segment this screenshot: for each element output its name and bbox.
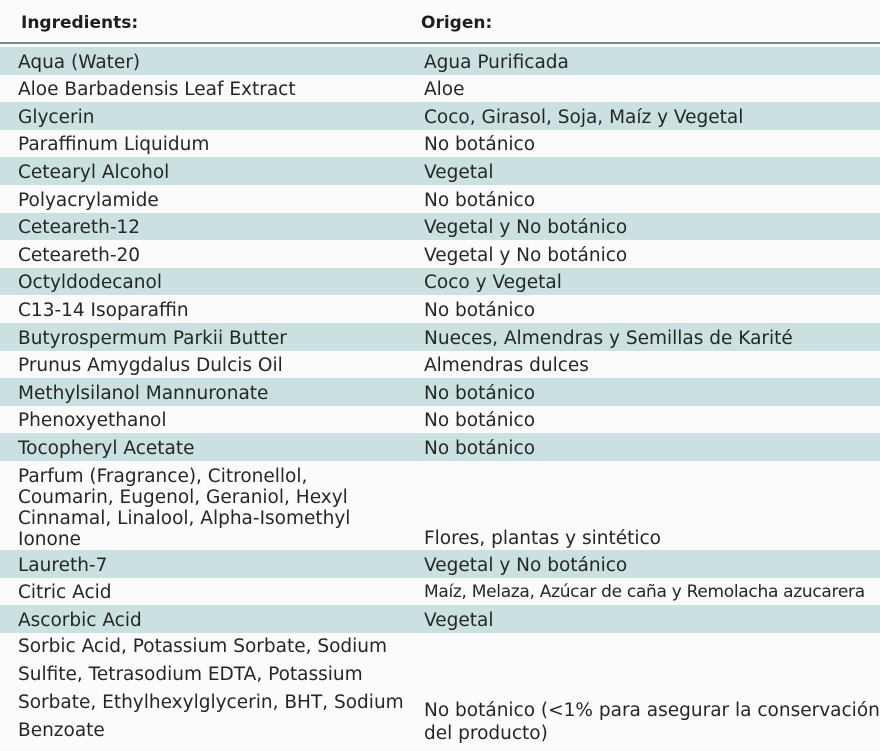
ingredient-origin: Coco y Vegetal [406, 268, 880, 296]
ingredient-origin: Vegetal y No botánico [406, 213, 880, 241]
table-row [0, 578, 880, 606]
table-row [0, 323, 880, 351]
ingredients-table [0, 47, 880, 751]
ingredient-name: Octyldodecanol [0, 268, 406, 296]
ingredient-name: Polyacrylamide [18, 189, 159, 211]
table-row [0, 406, 880, 434]
ingredient-origin: Vegetal y No botánico [406, 550, 880, 578]
ingredient-name: Laureth-7 [0, 550, 406, 578]
table-row [0, 130, 880, 158]
ingredient-origin: No botánico [406, 433, 880, 461]
ingredient-name: Sorbic Acid, Potassium Sorbate, Sodium Sulfite, Tetrasodium EDTA, Potassium Sorbate, Ethylhexylglycerin, BHT, Sodium Benzoate [18, 635, 404, 741]
ingredient-origin: No botánico (<1% para asegurar la conservación del producto) [424, 699, 880, 744]
ingredient-name: Tocopheryl Acetate [0, 433, 406, 461]
ingredient-origin: Coco, Girasol, Soja, Maíz y Vegetal [406, 102, 880, 130]
table-row [0, 102, 880, 130]
ingredient-name: Phenoxyethanol [18, 410, 167, 432]
table-row [0, 633, 880, 751]
ingredient-name: Cetearyl Alcohol [0, 157, 406, 185]
header-divider [0, 42, 880, 44]
ingredient-name: Ceteareth-12 [0, 213, 406, 241]
table-row [0, 157, 880, 185]
ingredient-origin: Almendras dulces [424, 355, 589, 377]
ingredient-origin: Vegetal [406, 605, 880, 633]
ingredients-column-header: Ingredients: [21, 13, 139, 33]
ingredient-origin: Aloe [424, 79, 465, 101]
ingredient-origin: Vegetal y No botánico [424, 244, 628, 266]
ingredient-origin: Flores, plantas y sintético [424, 527, 661, 549]
ingredient-name: Paraffinum Liquidum [18, 134, 210, 156]
table-row [0, 185, 880, 213]
table-row [0, 605, 880, 633]
ingredient-name: Citric Acid [18, 582, 112, 604]
ingredient-origin: No botánico [424, 299, 536, 321]
table-row [0, 295, 880, 323]
ingredient-name: Prunus Amygdalus Dulcis Oil [18, 355, 283, 377]
ingredient-name: Ceteareth-20 [18, 244, 141, 266]
ingredient-name: Aqua (Water) [0, 47, 406, 75]
origin-column-header: Origen: [421, 13, 493, 33]
ingredient-name: Glycerin [0, 102, 406, 130]
table-row [0, 433, 880, 461]
table-row [0, 461, 880, 550]
table-row [0, 268, 880, 296]
table-row [0, 378, 880, 406]
ingredient-origin: Nueces, Almendras y Semillas de Karité [406, 323, 880, 351]
ingredient-origin: No botánico [424, 189, 536, 211]
table-row [0, 240, 880, 268]
table-row [0, 213, 880, 241]
ingredient-origin: Maíz, Melaza, Azúcar de caña y Remolacha azucarera [424, 582, 865, 603]
ingredient-origin: Agua Purificada [406, 47, 880, 75]
table-row [0, 47, 880, 75]
ingredient-origin: No botánico [424, 410, 536, 432]
ingredient-origin: Vegetal [406, 157, 880, 185]
table-row [0, 550, 880, 578]
table-row [0, 351, 880, 379]
ingredient-origin: No botánico [424, 134, 536, 156]
table-row [0, 75, 880, 103]
ingredient-origin: No botánico [406, 378, 880, 406]
ingredient-name: Methylsilanol Mannuronate [0, 378, 406, 406]
ingredient-name: Aloe Barbadensis Leaf Extract [18, 79, 296, 101]
ingredient-name: Ascorbic Acid [0, 605, 406, 633]
ingredient-name: Parfum (Fragrance), Citronellol, Coumarin, Eugenol, Geraniol, Hexyl Cinnamal, Linalool, Alpha-Isomethyl Ionone [18, 465, 351, 550]
ingredient-name: Butyrospermum Parkii Butter [0, 323, 406, 351]
ingredient-name: C13-14 Isoparaffin [18, 299, 189, 321]
